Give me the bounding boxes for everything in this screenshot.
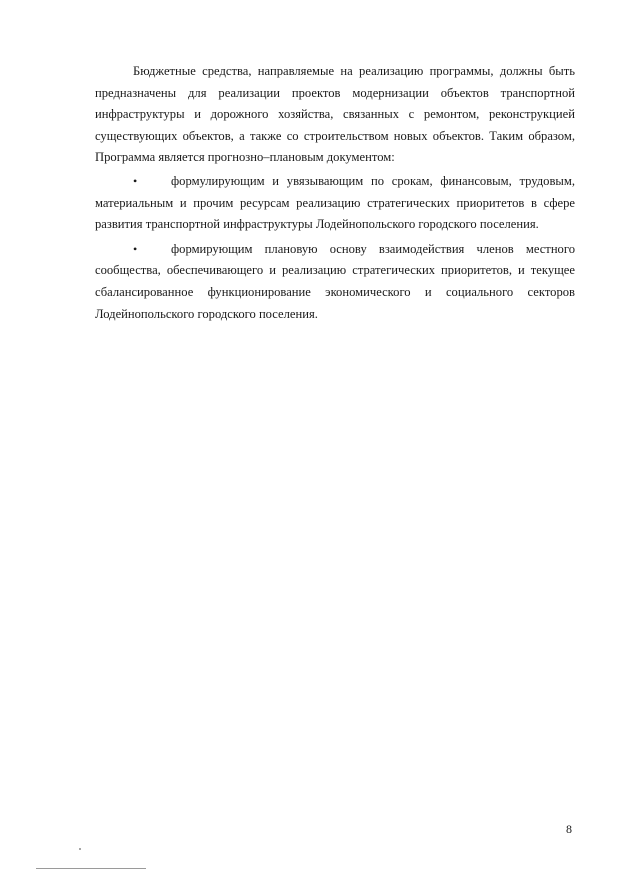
- bullet-item-1: [95, 171, 575, 236]
- footnote-separator-line: [36, 868, 146, 869]
- intro-paragraph: Бюджетные средства, направляемые на реализацию программы, должны быть предназначены для реализации проектов модернизации объектов транспортной инфраструктуры и дорожного хозяйства, связанных с ремонтом, реконструкцией существующих объектов, а также со строительством новых объектов. Таким образом, Программа является прогнозно–плановым документом:: [95, 64, 575, 165]
- bullet-marker: •: [133, 173, 138, 188]
- document-body: [95, 61, 575, 325]
- scan-dot: [79, 848, 81, 850]
- bullet-text: формирующим плановую основу взаимодействия членов местного сообщества, обеспечивающего и реализацию стратегических приоритетов, и текущее сбалансированное функционирование экономического и социального секторов Лодейнопольского городского поселения.: [95, 241, 575, 321]
- page-number: 8: [566, 822, 572, 836]
- bullet-item-2: [95, 239, 575, 325]
- bullet-text: формулирующим и увязывающим по срокам, финансовым, трудовым, материальным и прочим ресурсам реализацию стратегических приоритетов в сфере развития транспортной инфраструктуры Лодейнопольского городского поселения.: [95, 173, 575, 232]
- bullet-marker: •: [133, 241, 138, 256]
